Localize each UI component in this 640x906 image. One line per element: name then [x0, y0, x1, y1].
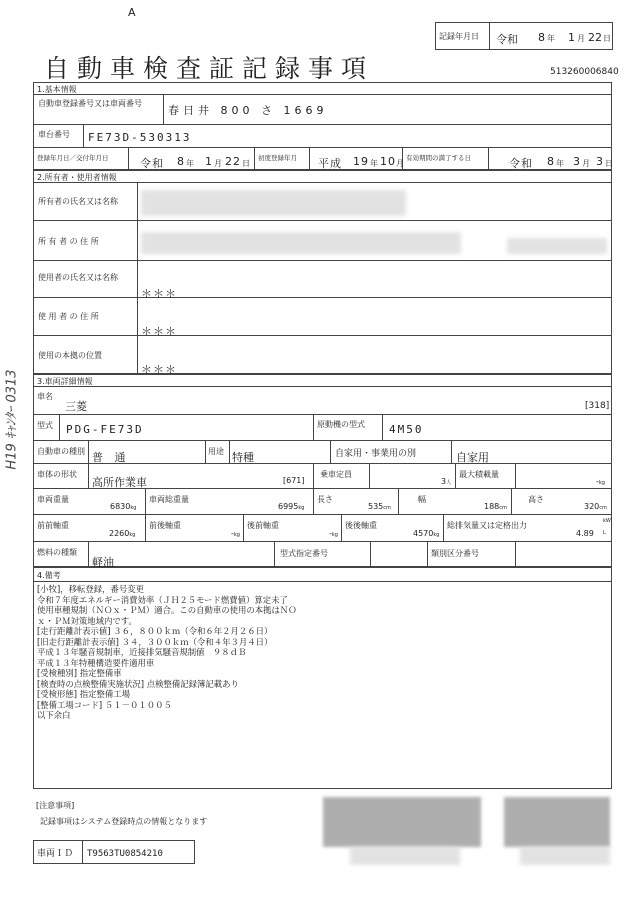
- section-owner-heading: 2.所有者・使用者情報: [37, 173, 117, 182]
- remarks-text: [37, 584, 297, 721]
- registration-number-label: 自動車登録番号又は車両番号: [38, 99, 142, 108]
- barcode-redacted-4: [520, 847, 610, 865]
- user-address-value: ＊＊＊: [141, 325, 177, 338]
- vehicle-weight-label: 車両重量: [37, 495, 69, 504]
- section-remarks-heading: 4.備考: [37, 571, 61, 580]
- record-date-era: 令和: [496, 33, 518, 46]
- registration-date-era: 令和: [140, 157, 164, 170]
- displacement-value: 4.89: [576, 529, 594, 538]
- remarks-line: [走行距離計表示値] ３６，８００ｋｍ（令和６年２月２６日）: [37, 626, 273, 636]
- fuel-type-label: 燃料の種類: [37, 548, 77, 557]
- remarks-line: 平成１３年騒音規制車，近接排気騒音規制値 ９８ｄＢ: [37, 647, 247, 657]
- chassis-number-label: 車台番号: [38, 130, 70, 139]
- type-approval-label: 型式指定番号: [280, 549, 328, 558]
- model-value: PDG-FE73D: [66, 423, 144, 436]
- remarks-line: [旧走行距離計表示値] ３４，３００ｋｍ（令和４年３月４日）: [37, 636, 273, 647]
- remarks-line: [検査時の点検整備実施状況] 点検整備記録簿記載あり: [37, 678, 239, 689]
- expiry-date-day: 3: [596, 155, 604, 168]
- usage-value: 特種: [232, 451, 254, 464]
- barcode-redacted-3: [350, 847, 460, 865]
- width-value: 188cm: [484, 502, 507, 511]
- rear-rear-axle-value: 4570kg: [413, 529, 440, 538]
- owner-name-redacted: [141, 190, 406, 216]
- document-number: 513260006840: [550, 67, 619, 77]
- model-label: 型式: [37, 421, 53, 430]
- top-letter: A: [128, 6, 136, 19]
- first-registration-era: 平成: [318, 157, 342, 170]
- rear-front-axle-value: -kg: [329, 529, 338, 538]
- owner-address-label: 所 有 者 の 住 所: [38, 237, 99, 246]
- remarks-line: 使用車種規制（ＮＯｘ・ＰＭ）適合。この自動車の使用の本拠はＮＯ: [37, 605, 297, 615]
- remarks-line: [受検種別] 指定整備車: [37, 668, 122, 678]
- front-front-axle-label: 前前軸重: [37, 521, 69, 530]
- fuel-type-value: 軽油: [92, 556, 114, 569]
- owner-address-redacted: [141, 232, 461, 254]
- capacity-value: 3人: [441, 477, 452, 486]
- max-load-value: -kg: [596, 477, 605, 486]
- barcode-redacted-2: [504, 797, 610, 847]
- width-label: 幅: [418, 495, 426, 504]
- maker-value: 三菱: [65, 400, 87, 413]
- body-shape-code: [671]: [283, 476, 305, 485]
- owner-name-label: 所有者の氏名又は名称: [38, 197, 118, 206]
- section-basic-heading: 1.基本情報: [37, 85, 77, 94]
- vehicle-kind-value: 普 通: [92, 451, 130, 464]
- record-date-year: 8: [538, 31, 545, 44]
- front-rear-axle-value: -kg: [231, 529, 240, 538]
- maker-code: [318]: [585, 401, 610, 411]
- displacement-unit-l: L: [603, 530, 606, 536]
- registration-date-day: 22: [225, 155, 241, 168]
- remarks-line: ｘ・ＰＭ対策地域内です。: [37, 615, 137, 626]
- height-label: 高さ: [528, 495, 544, 504]
- expiry-date-year: 8: [547, 155, 555, 168]
- registration-date-label: 登録年月日／交付年月日: [37, 154, 109, 162]
- rear-rear-axle-label: 後後軸重: [345, 521, 377, 530]
- body-shape-label: 車体の形状: [37, 470, 77, 479]
- notice-title: [注意事項]: [36, 801, 75, 810]
- user-name-value: ＊＊＊: [141, 287, 177, 300]
- record-date-month: 1: [568, 31, 575, 44]
- first-registration-month: 10: [380, 155, 396, 168]
- registration-number-value: 春日井 800 さ 1669: [168, 104, 328, 117]
- body-shape-value: 高所作業車: [92, 476, 147, 489]
- first-registration-label: 初度登録年月: [258, 154, 297, 162]
- barcode-redacted-1: [323, 797, 481, 847]
- vehicle-id-label: 車両ＩＤ: [37, 849, 74, 859]
- remarks-line: 以下余白: [37, 710, 71, 720]
- engine-model-value: 4M50: [389, 423, 424, 436]
- private-business-value: 自家用: [456, 451, 489, 464]
- expiry-date-era: 令和: [509, 157, 533, 170]
- remarks-line: [整備工場コード] ５１－０１００５: [37, 699, 172, 710]
- rear-front-axle-label: 後前軸重: [247, 521, 279, 530]
- registration-date-month: 1: [205, 155, 213, 168]
- expiry-date-month: 3: [573, 155, 581, 168]
- engine-model-label: 原動機の型式: [317, 420, 365, 429]
- registration-date-year: 8: [177, 155, 185, 168]
- max-load-label: 最大積載量: [459, 470, 499, 479]
- first-registration-year: 19: [353, 155, 369, 168]
- category-label: 類別区分番号: [431, 549, 479, 558]
- remarks-line: [小牧]，移転登録，番号変更: [37, 584, 145, 594]
- length-label: 長さ: [317, 495, 333, 504]
- front-front-axle-value: 2260kg: [109, 529, 136, 538]
- record-date-day: 22: [588, 31, 602, 44]
- section-vehicle-heading: 3.車両詳細情報: [37, 377, 93, 386]
- length-value: 535cm: [368, 502, 391, 511]
- height-value: 320cm: [584, 502, 607, 511]
- notice-text: 記録事項はシステム登録時点の情報となります: [40, 817, 208, 826]
- expiry-date-label: 有効期間の満了する日: [406, 154, 471, 162]
- usage-label: 用途: [208, 447, 224, 456]
- chassis-number-value: FE73D-530313: [88, 131, 192, 144]
- remarks-line: 平成１３年特種構造要件適用車: [37, 657, 155, 668]
- user-name-label: 使用者の氏名又は名称: [38, 273, 118, 282]
- gross-weight-label: 車両総重量: [149, 495, 189, 504]
- front-rear-axle-label: 前後軸重: [149, 521, 181, 530]
- displacement-label: 総排気量又は定格出力: [447, 521, 527, 530]
- vehicle-id-value: T9563TU0854210: [87, 849, 163, 859]
- owner-address-redacted-2: [507, 238, 607, 254]
- vehicle-kind-label: 自動車の種別: [37, 447, 85, 456]
- base-location-label: 使用の本拠の位置: [38, 351, 102, 360]
- gross-weight-value: 6995kg: [278, 502, 305, 511]
- capacity-label: 乗車定員: [320, 470, 352, 479]
- base-location-value: ＊＊＊: [141, 363, 177, 376]
- displacement-unit-kw: kW: [603, 518, 611, 524]
- remarks-line: [受検形態] 指定整備工場: [37, 689, 130, 699]
- private-business-label: 自家用・事業用の別: [335, 449, 417, 459]
- vehicle-weight-value: 6830kg: [110, 502, 137, 511]
- document-title: 自動車検査証記録事項: [44, 54, 375, 83]
- record-date-label: 記録年月日: [439, 32, 479, 41]
- remarks-line: 令和７年度エネルギー消費効率（ＪＨ２５モード燃費値）算定未了: [37, 594, 288, 605]
- maker-label: 車名: [37, 392, 53, 401]
- handwritten-note: H19 ｷｬﾝﾀｰ 0313: [4, 369, 20, 470]
- user-address-label: 使 用 者 の 住 所: [38, 312, 99, 321]
